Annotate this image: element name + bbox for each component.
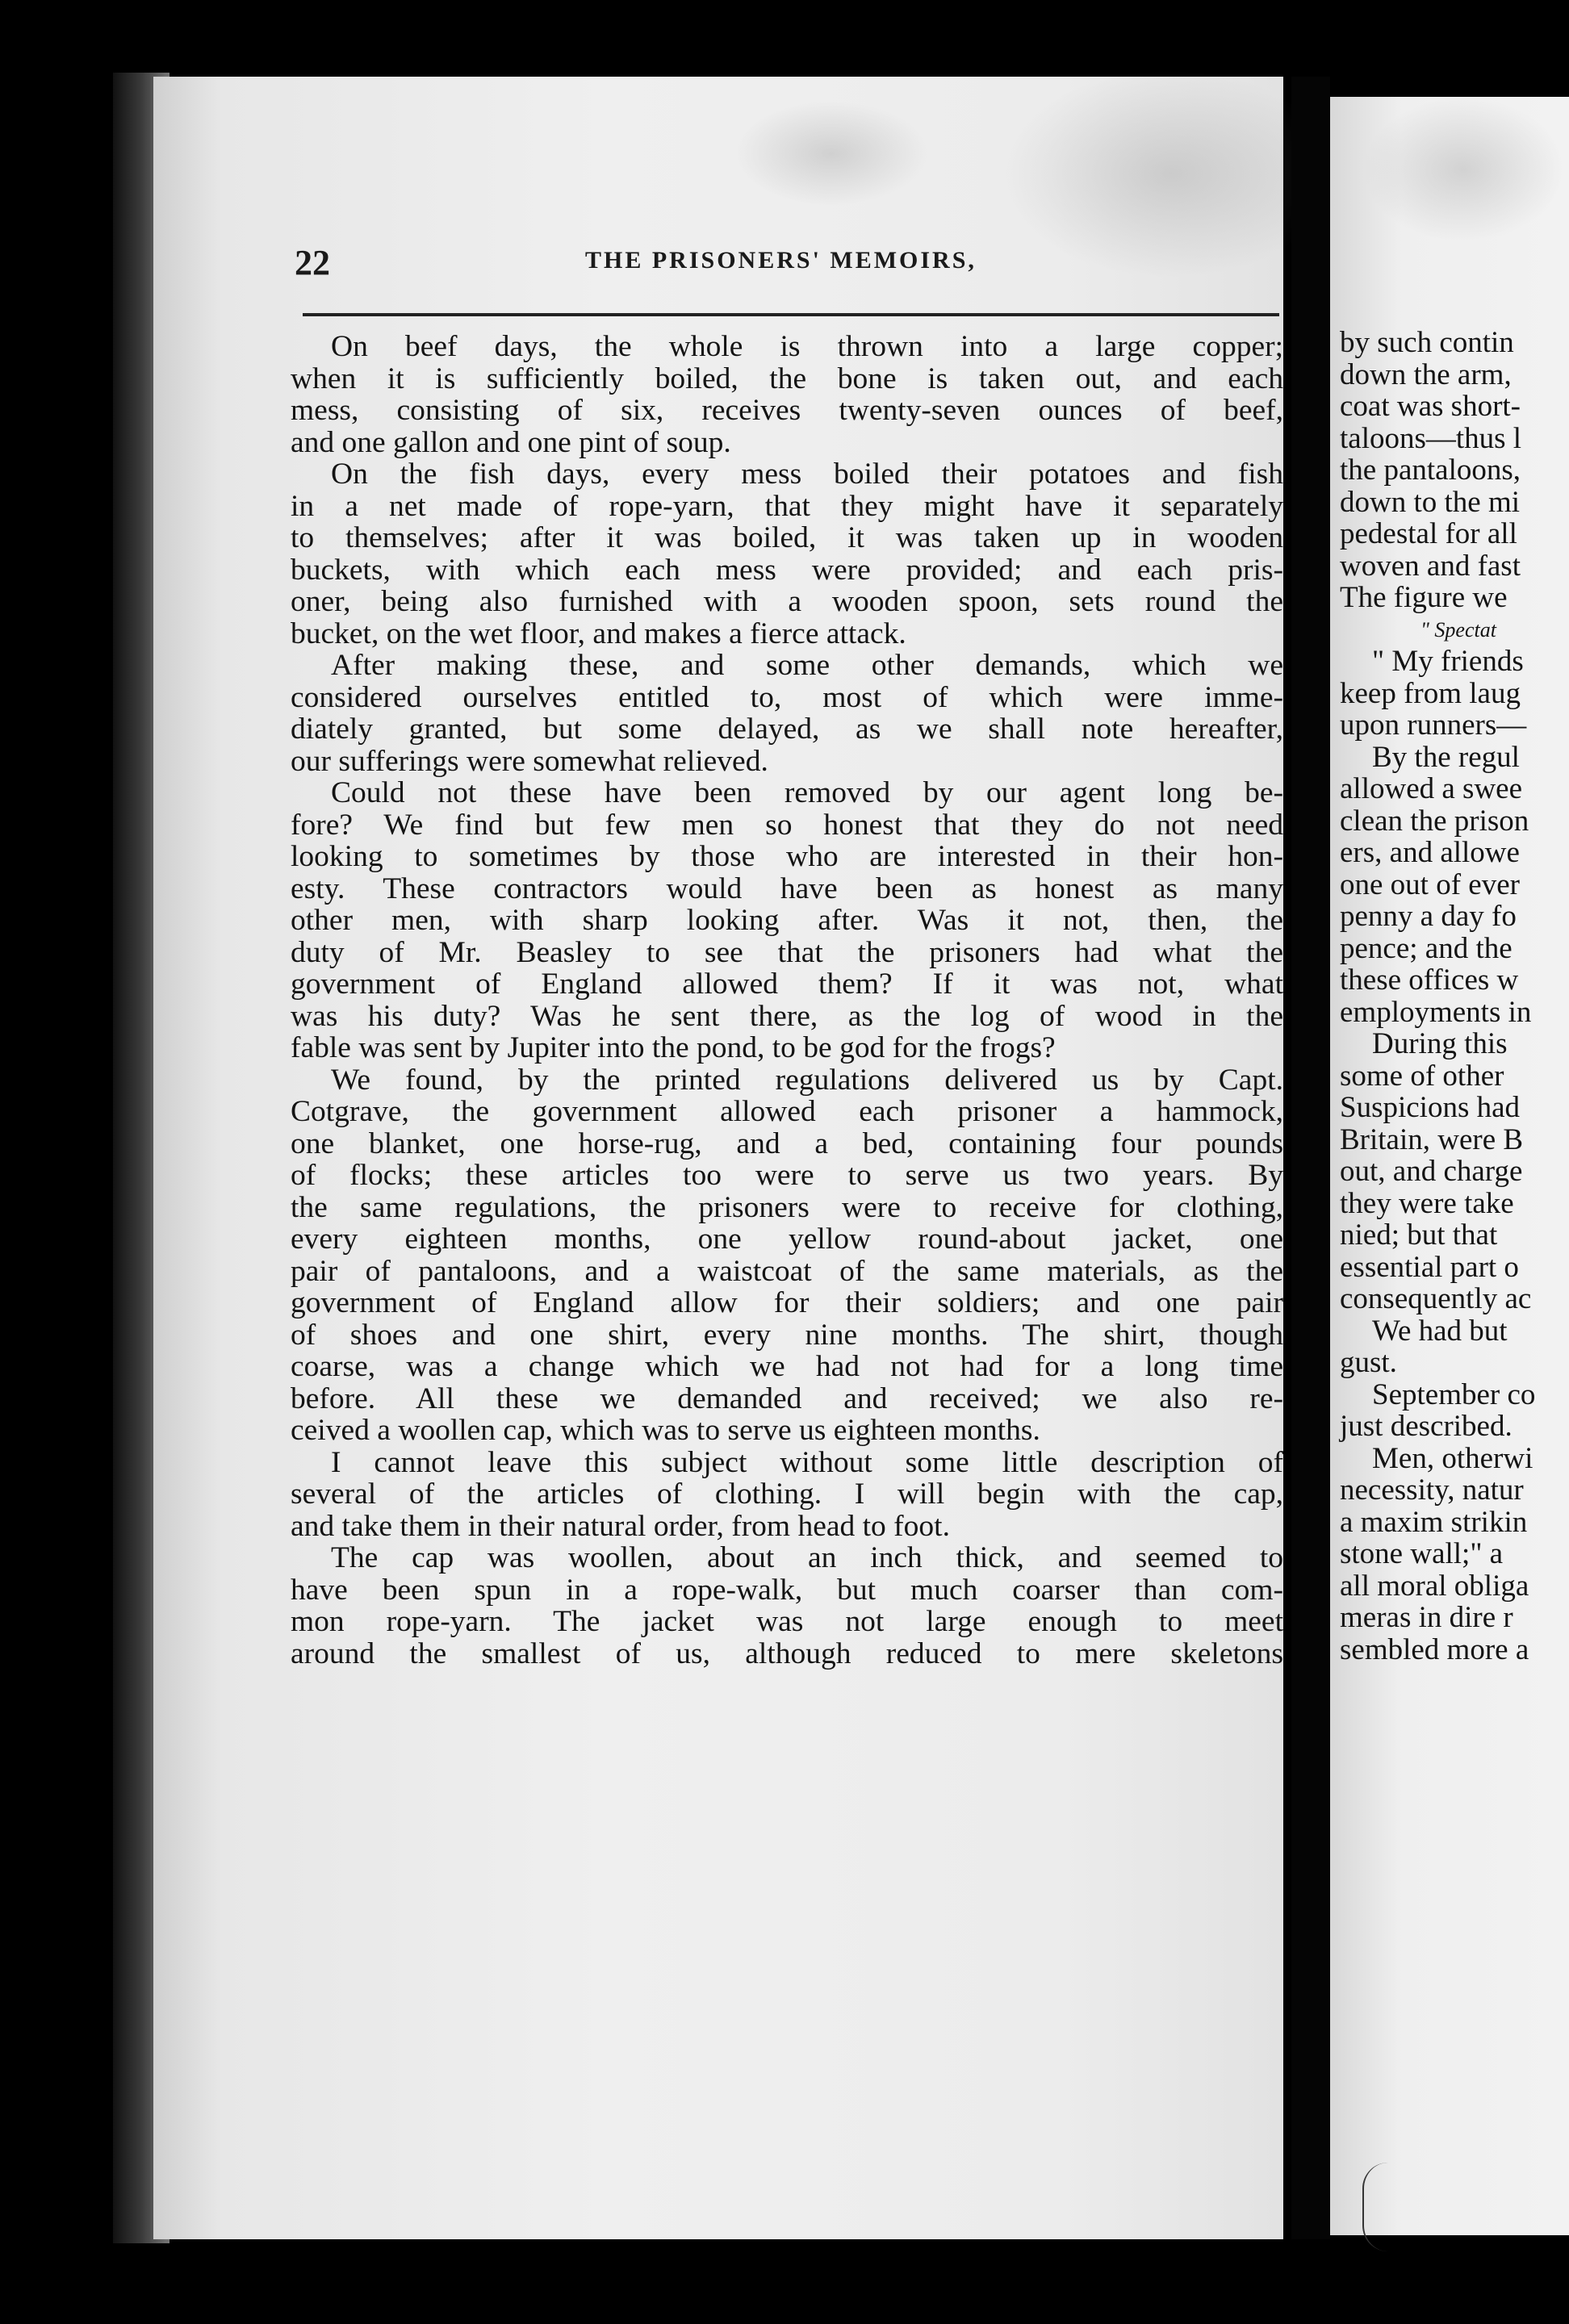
text-line: pence; and the <box>1340 931 1513 965</box>
text-line: sembled more a <box>1340 1632 1529 1666</box>
text-line: nied; but that <box>1340 1218 1498 1252</box>
text-line: down the arm, <box>1340 357 1512 391</box>
text-line: our sufferings were somewhat relieved. <box>291 744 768 778</box>
text-line: coat was short- <box>1340 390 1521 423</box>
text-line: coarse, was a change which we had not had for a long time <box>291 1350 1283 1383</box>
text-line: allowed a swee <box>1340 772 1523 805</box>
text-line: taloons—thus l <box>1340 421 1522 455</box>
text-line: they were take <box>1340 1186 1514 1220</box>
text-line: By the regul <box>1372 740 1520 774</box>
text-line: After making these, and some other demands, which we <box>331 649 1283 682</box>
text-line: September co <box>1372 1377 1536 1411</box>
text-line: Suspicions had <box>1340 1091 1521 1124</box>
text-line: Cotgrave, the government allowed each prisoner a hammock, <box>291 1095 1283 1128</box>
text-line: Could not these have been removed by our agent long be- <box>331 776 1283 809</box>
text-line: The cap was woollen, about an inch thick, and seemed to <box>331 1541 1283 1574</box>
header-rule <box>303 313 1279 316</box>
water-stain <box>1362 97 1564 242</box>
running-title: THE PRISONERS' MEMOIRS, <box>585 247 977 274</box>
text-line: woven and fast <box>1340 549 1521 583</box>
text-line: esty. These contractors would have been as honest as many <box>291 872 1283 905</box>
text-line: the pantaloons, <box>1340 454 1521 487</box>
text-line: I cannot leave this subject without some little description of <box>331 1445 1283 1479</box>
text-line: by such contin <box>1340 326 1514 359</box>
text-line: a maxim strikin <box>1340 1505 1528 1539</box>
text-line: buckets, with which each mess were provided; and each pris- <box>291 553 1283 587</box>
text-line: keep from laug <box>1340 676 1521 710</box>
text-line: down to the mi <box>1340 485 1521 519</box>
text-line: ceived a woollen cap, which was to serve us eighteen months. <box>291 1414 1040 1447</box>
page-number: 22 <box>295 243 330 282</box>
text-line: some of other <box>1340 1059 1504 1093</box>
text-line: looking to sometimes by those who are interested in their hon- <box>291 840 1283 873</box>
text-line: one blanket, one horse-rug, and a bed, containing four pounds <box>291 1126 1283 1160</box>
text-line: gust. <box>1340 1346 1397 1379</box>
text-line: stone wall;" a <box>1340 1537 1504 1570</box>
text-line: and one gallon and one pint of soup. <box>291 425 731 459</box>
text-line: have been spun in a rope-walk, but much coarser than com- <box>291 1573 1283 1607</box>
left-page-body <box>291 331 1283 1670</box>
text-line: other men, with sharp looking after. Was it not, then, the <box>291 904 1283 937</box>
right-page-body <box>1340 327 1569 1666</box>
text-line: in a net made of rope-yarn, that they might have it separately <box>291 489 1283 523</box>
text-line: We had but <box>1372 1314 1508 1348</box>
text-line: On the fish days, every mess boiled their potatoes and fish <box>331 458 1283 491</box>
text-line: bucket, on the wet floor, and makes a fierce attack. <box>291 617 906 650</box>
text-line: fable was sent by Jupiter into the pond, to be god for the frogs? <box>291 1031 1056 1064</box>
text-line: meras in dire r <box>1340 1601 1513 1634</box>
text-line: and take them in their natural order, from head to foot. <box>291 1509 950 1543</box>
text-line: mon rope-yarn. The jacket was not large enough to meet <box>291 1605 1283 1638</box>
book-gutter <box>1291 77 1330 2239</box>
text-line: duty of Mr. Beasley to see that the prisoners had what the <box>291 935 1283 969</box>
text-line: clean the prison <box>1340 804 1529 838</box>
water-stain <box>734 101 928 206</box>
text-line: the same regulations, the prisoners were to receive for clothing, <box>291 1190 1283 1224</box>
pen-mark <box>1362 2163 1388 2251</box>
text-line: around the smallest of us, although reduced to mere skeletons <box>291 1636 1283 1670</box>
text-line: was his duty? Was he sent there, as the log of wood in the <box>291 999 1283 1033</box>
text-line: The figure we <box>1340 581 1508 614</box>
text-line: essential part o <box>1340 1250 1519 1284</box>
text-line: of flocks; these articles too were to serve us two years. By <box>291 1159 1283 1192</box>
text-line: " My friends <box>1372 645 1524 678</box>
text-line: of shoes and one shirt, every nine months. The shirt, though <box>291 1318 1283 1352</box>
text-line: government of England allowed them? If it was not, what <box>291 968 1283 1001</box>
text-line: pedestal for all <box>1340 517 1517 550</box>
text-line: On beef days, the whole is thrown into a large copper; <box>331 330 1283 363</box>
text-line: oner, being also furnished with a wooden spoon, sets round the <box>291 585 1283 618</box>
text-line: fore? We find but few men so honest that they do not need <box>291 808 1283 842</box>
text-line: penny a day fo <box>1340 900 1517 933</box>
text-line: to themselves; after it was boiled, it was taken up in wooden <box>291 521 1283 554</box>
text-line: employments in <box>1340 995 1532 1029</box>
text-line: upon runners— <box>1340 708 1527 742</box>
text-line: when it is sufficiently boiled, the bone is taken out, and each <box>291 362 1283 395</box>
page-header <box>295 242 1279 282</box>
text-line: these offices w <box>1340 963 1519 997</box>
text-line: necessity, natur <box>1340 1473 1524 1507</box>
text-line: " Spectat <box>1420 617 1496 642</box>
text-line: ers, and allowe <box>1340 836 1520 869</box>
text-line: We found, by the printed regulations delivered us by Capt. <box>331 1063 1283 1097</box>
text-line: consequently ac <box>1340 1282 1532 1315</box>
text-line: During this <box>1372 1027 1508 1060</box>
text-line: Britain, were B <box>1340 1122 1524 1156</box>
text-line: every eighteen months, one yellow round-about jacket, one <box>291 1223 1283 1256</box>
text-line: out, and charge <box>1340 1155 1523 1188</box>
text-line: pair of pantaloons, and a waistcoat of the same materials, as the <box>291 1254 1283 1288</box>
text-line: several of the articles of clothing. I will begin with the cap, <box>291 1478 1283 1511</box>
text-line: all moral obliga <box>1340 1569 1529 1603</box>
text-line: considered ourselves entitled to, most of which were imme- <box>291 680 1283 714</box>
text-line: government of England allow for their soldiers; and one pair <box>291 1286 1283 1319</box>
text-line: before. All these we demanded and received; we also re- <box>291 1381 1283 1415</box>
text-line: mess, consisting of six, receives twenty-seven ounces of beef, <box>291 394 1283 427</box>
text-line: Men, otherwi <box>1372 1441 1533 1475</box>
text-line: one out of ever <box>1340 867 1520 901</box>
text-line: diately granted, but some delayed, as we shall note hereafter, <box>291 713 1283 746</box>
text-line: just described. <box>1340 1410 1513 1443</box>
